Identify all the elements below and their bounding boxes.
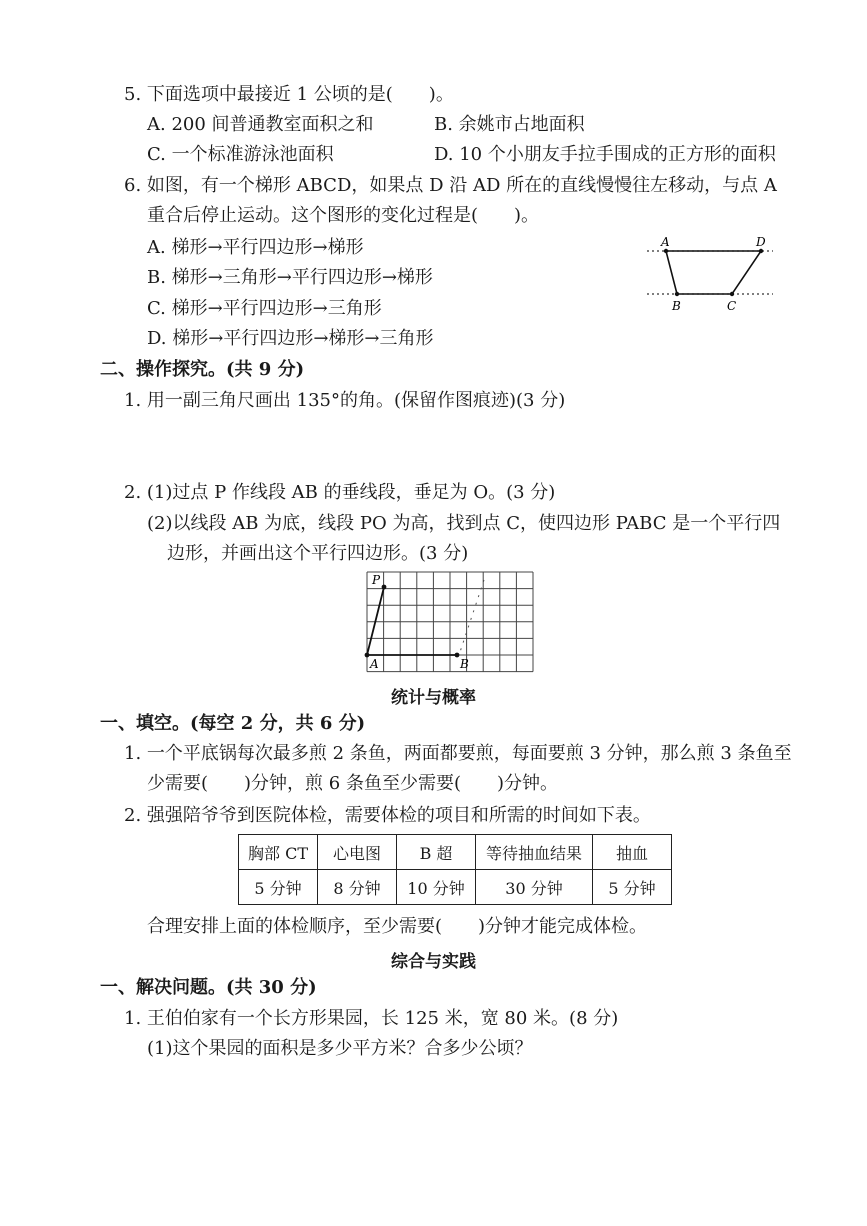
point-a [664, 249, 668, 253]
q5-option-b: B. 余姚市占地面积 [434, 114, 585, 135]
q6-option-a: A. 梯形→平行四边形→梯形 [147, 237, 364, 258]
grid-figure [364, 570, 536, 674]
q6-option-b: B. 梯形→三角形→平行四边形→梯形 [147, 267, 433, 288]
stats-q1-line1: 1. 一个平底锅每次最多煎 2 条鱼，两面都要煎，每面要煎 3 分钟，那么煎 3 条鱼至 [124, 743, 792, 764]
grid-label-b: B [460, 657, 469, 671]
point-b-grid [455, 653, 460, 658]
section2-heading: 二、操作探究。(共 9 分) [100, 359, 305, 380]
q5-stem: 5. 下面选项中最接近 1 公顷的是( )。 [124, 84, 454, 105]
stats-q1-line2: 少需要( )分钟，煎 6 条鱼至少需要( )分钟。 [147, 773, 558, 794]
label-d: D [756, 235, 766, 249]
q6-option-c: C. 梯形→平行四边形→三角形 [147, 298, 382, 319]
practice-q1: 1. 王伯伯家有一个长方形果园，长 125 米，宽 80 米。(8 分) [124, 1008, 619, 1029]
q5-option-a: A. 200 间普通教室面积之和 [147, 114, 374, 135]
table-header-cell: 抽血 [593, 835, 672, 870]
table-header-cell: B 超 [397, 835, 476, 870]
section2-q2-part2-line2: 边形，并画出这个平行四边形。(3 分) [167, 543, 469, 564]
table-header-cell: 胸部 CT [239, 835, 318, 870]
stats-heading: 一、填空。(每空 2 分，共 6 分) [100, 713, 366, 734]
label-b: B [672, 299, 681, 313]
q6-stem-line2: 重合后停止运动。这个图形的变化过程是( )。 [147, 205, 540, 226]
segment-pa [367, 587, 384, 655]
table-row [239, 870, 672, 905]
practice-heading: 一、解决问题。(共 30 分) [100, 977, 317, 998]
stats-q2-end: 合理安排上面的体检顺序，至少需要( )分钟才能完成体检。 [147, 916, 648, 937]
table-header-cell: 等待抽血结果 [476, 835, 593, 870]
table-cell: 5 分钟 [593, 870, 672, 905]
grid-label-p: P [372, 573, 381, 587]
table-header-cell: 心电图 [318, 835, 397, 870]
section2-q2-part1: 2. (1)过点 P 作线段 AB 的垂线段，垂足为 O。(3 分) [124, 482, 556, 503]
stats-title: 统计与概率 [391, 688, 476, 708]
faint-pencil-mark [460, 580, 484, 652]
table-cell: 8 分钟 [318, 870, 397, 905]
practice-title: 综合与实践 [391, 952, 476, 972]
trapezoid-figure [645, 230, 775, 320]
point-c [730, 292, 734, 296]
trapezoid-abcd [666, 251, 761, 294]
q5-option-d: D. 10 个小朋友手拉手围成的正方形的面积 [434, 144, 776, 165]
label-c: C [727, 299, 737, 313]
q6-option-d: D. 梯形→平行四边形→梯形→三角形 [147, 328, 434, 349]
point-b [675, 292, 679, 296]
point-d [759, 249, 763, 253]
q6-stem-line1: 6. 如图，有一个梯形 ABCD，如果点 D 沿 AD 所在的直线慢慢往左移动，与点 A [124, 175, 777, 196]
table-cell: 10 分钟 [397, 870, 476, 905]
table-header-row [239, 835, 672, 870]
grid-label-a: A [370, 657, 379, 671]
table-cell: 30 分钟 [476, 870, 593, 905]
label-a: A [661, 235, 670, 249]
point-p [382, 585, 387, 590]
checkup-table [238, 834, 672, 905]
section2-q1: 1. 用一副三角尺画出 135°的角。(保留作图痕迹)(3 分) [124, 390, 566, 411]
section2-q2-part2-line1: (2)以线段 AB 为底，线段 PO 为高，找到点 C，使四边形 PABC 是一个平行四 [147, 513, 781, 534]
stats-q2: 2. 强强陪爷爷到医院体检，需要体检的项目和所需的时间如下表。 [124, 805, 651, 826]
point-a-grid [365, 653, 370, 658]
grid-lines [367, 572, 533, 672]
q5-option-c: C. 一个标准游泳池面积 [147, 144, 334, 165]
practice-q1-part1: (1)这个果园的面积是多少平方米？合多少公顷？ [147, 1038, 533, 1059]
table-cell: 5 分钟 [239, 870, 318, 905]
